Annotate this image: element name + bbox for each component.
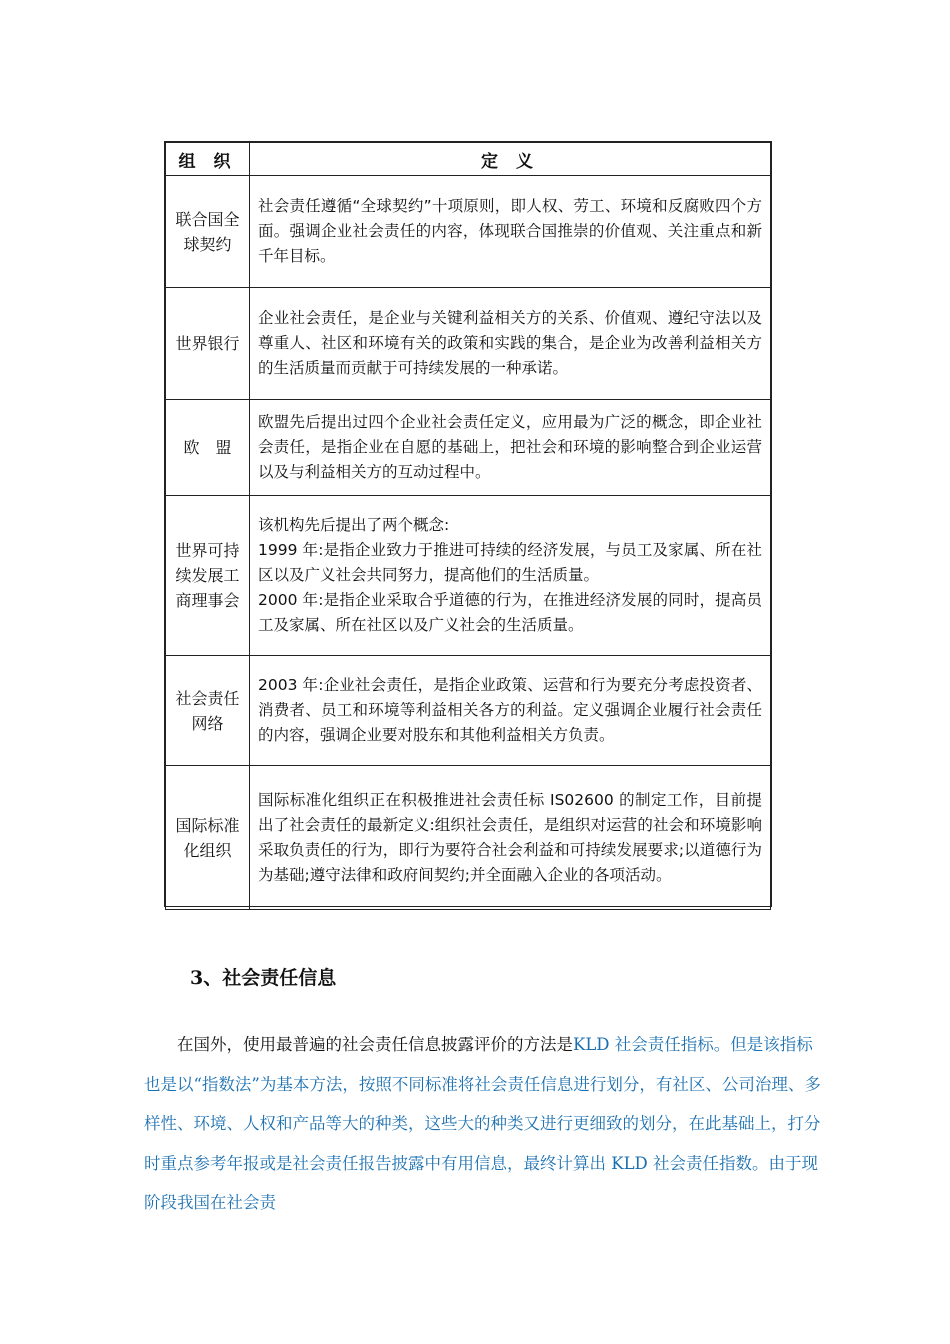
definition-text: 企业社会责任，是企业与关键利益相关方的关系、价值观、遵纪守法以及尊重人、社区和环境有关的政策和实践的集合，是企业为改善利益相关方的生活质量而贡献于可持续发展的一种承诺。 (258, 309, 762, 377)
definition-cell (250, 400, 771, 496)
csr-definition-table-frame (164, 141, 772, 907)
org-name: 社会责任网络 (175, 688, 240, 733)
definition-text: 2003 年:企业社会责任，是指企业政策、运营和行为要充分考虑投资者、消费者、员工和环境等利益相关各方的利益。定义强调企业履行社会责任的内容，强调企业要对股东和其他利益相关方负责。 (258, 676, 762, 744)
org-cell (166, 176, 250, 288)
org-name: 世界可持续发展工商理事会 (175, 541, 240, 610)
definition-cell (250, 766, 771, 910)
org-name: 欧 盟 (183, 438, 232, 457)
csr-definition-table (165, 142, 771, 910)
definition-cell (250, 288, 771, 400)
definition-text: 欧盟先后提出过四个企业社会责任定义，应用最为广泛的概念，即企业社会责任，是指企业在自愿的基础上，把社会和环境的影响整合到企业运营以及与利益相关方的互动过程中。 (258, 413, 762, 481)
definition-text: 2000 年:是指企业采取合乎道德的行为，在推进经济发展的同时，提高员工及家属、所在社区以及广义社会的生活质量。 (258, 591, 762, 634)
definition-text: 该机构先后提出了两个概念: (258, 516, 450, 534)
table-row (166, 288, 771, 400)
table-row (166, 176, 771, 288)
definition-text: 1999 年:是指企业致力于推进可持续的经济发展，与员工及家属、所在社区以及广义社会共同努力，提高他们的生活质量。 (258, 541, 762, 584)
definition-text: 国际标准化组织正在积极推进社会责任标 IS02600 的制定工作，目前提出了社会责任的最新定义:组织社会责任，是组织对运营的社会和环境影响采取负责任的行为，即行为要符合社会利益和可持续发展要求;以道德行为为基础;遵守法律和政府间契约;并全面融入企业的各项活动。 (258, 790, 762, 884)
org-name: 世界银行 (175, 334, 240, 353)
paragraph-highlighted-text: KLD 社会责任指标。但是该指标也是以“指数法”为基本方法，按照不同标准将社会责任信息进行划分，有社区、公司治理、多样性、环境、人权和产品等大的种类，这些大的种类又进行更细致的划分，在此基础上，打分时重点参考年报或是社会责任报告披露中有用信息，最终计算出 KLD 社会责任指数。由于现阶段我国在社会责 (144, 1035, 821, 1212)
definition-cell (250, 176, 771, 288)
table-row (166, 656, 771, 766)
org-cell (166, 656, 250, 766)
definition-text: 社会责任遵循“全球契约”十项原则，即人权、劳工、环境和反腐败四个方面。强调企业社会责任的内容，体现联合国推崇的价值观、关注重点和新千年目标。 (258, 197, 762, 265)
org-name: 联合国全球契约 (175, 209, 240, 254)
body-paragraph (144, 1025, 824, 1223)
definition-cell (250, 496, 771, 656)
paragraph-intro-text: 在国外，使用最普遍的社会责任信息披露评价的方法是 (177, 1035, 573, 1054)
table-row (166, 496, 771, 656)
table-row (166, 400, 771, 496)
definition-cell (250, 656, 771, 766)
header-org: 组 织 (166, 143, 250, 176)
org-cell (166, 496, 250, 656)
table-header-row (166, 143, 771, 176)
table-row (166, 766, 771, 910)
header-definition: 定 义 (250, 143, 771, 176)
org-cell (166, 288, 250, 400)
org-cell (166, 766, 250, 910)
org-cell (166, 400, 250, 496)
section-heading: 3、社会责任信息 (190, 967, 337, 989)
org-name: 国际标准化组织 (175, 815, 240, 860)
